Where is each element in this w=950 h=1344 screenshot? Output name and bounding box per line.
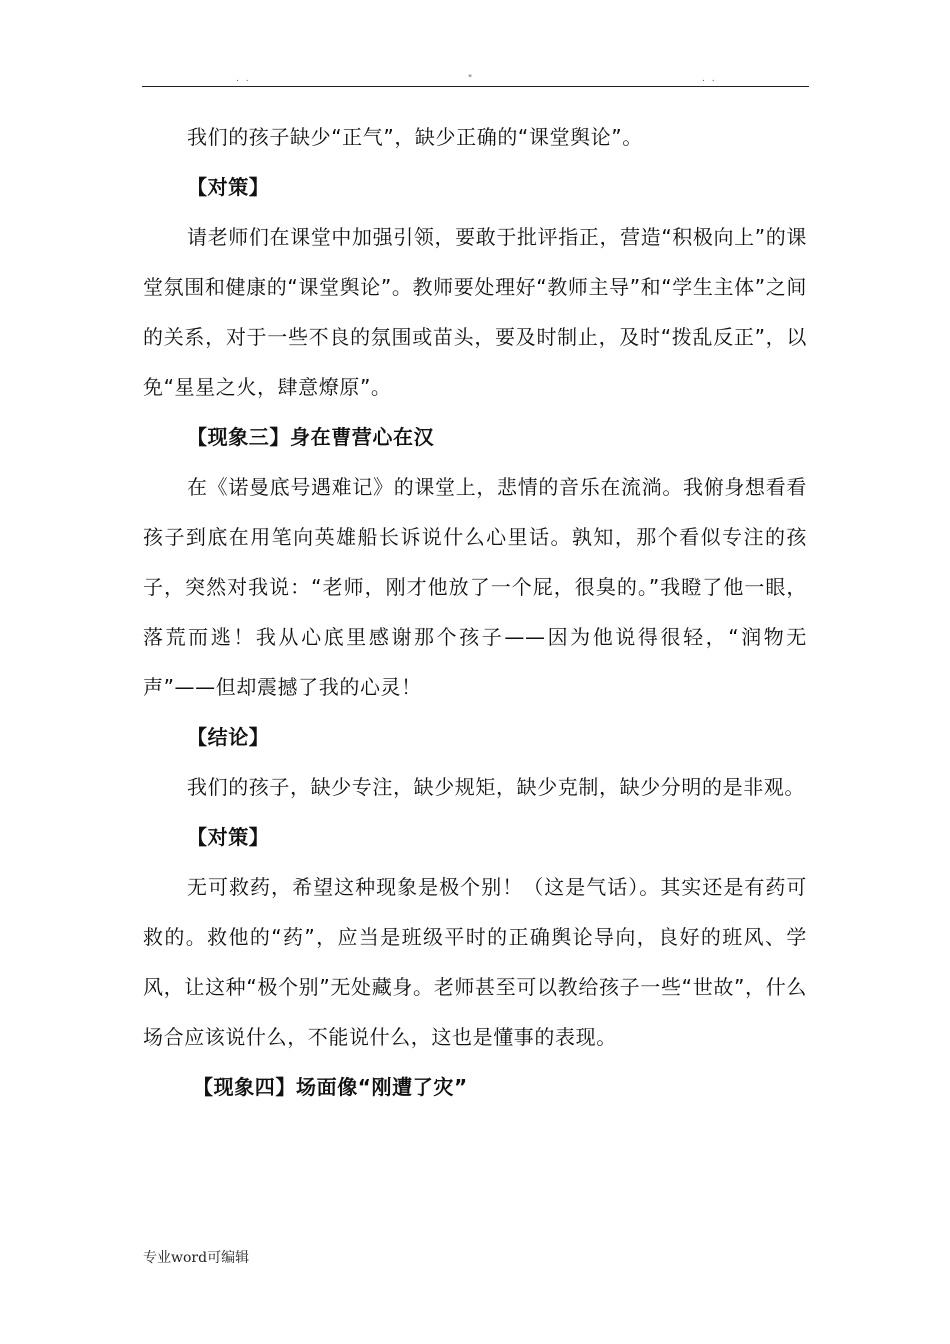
paragraph-phenomenon-3: 在《诺曼底号遇难记》的课堂上，悲情的音乐在流淌。我俯身想看看孩子到底在用笔向英雄船长诉说什么心里话。孰知，那个看似专注的孩子，突然对我说：“老师，刚才他放了一个屁，很臭的。”我瞪了他一眼，落荒而逃！我从心底里感谢那个孩子——因为他说得很轻，“润物无声”——但却震撼了我的心灵！ bbox=[143, 475, 807, 699]
heading-countermeasure-3: 【对策】 bbox=[187, 825, 270, 849]
heading-phenomenon-3: 【现象三】身在曹营心在汉 bbox=[187, 425, 435, 449]
heading-conclusion-3: 【结论】 bbox=[187, 725, 270, 749]
document-body bbox=[143, 112, 807, 1112]
header-rule bbox=[142, 86, 809, 87]
header-mark-center: " bbox=[468, 74, 475, 84]
footer-label: 专业word可编辑 bbox=[143, 1250, 250, 1266]
heading-phenomenon-4: 【现象四】场面像“刚遭了灾” bbox=[193, 1075, 468, 1099]
paragraph-countermeasure-3: 无可救药，希望这种现象是极个别！（这是气话）。其实还是有药可救的。救他的“药”，应当是班级平时的正确舆论导向，良好的班风、学风，让这种“极个别”无处藏身。老师甚至可以教给孩子一些“世故”，什么场合应该说什么，不能说什么，这也是懂事的表现。 bbox=[143, 875, 807, 1049]
header-mark-right: . . bbox=[702, 74, 717, 84]
paragraph-conclusion-2: 我们的孩子缺少“正气”，缺少正确的“课堂舆论”。 bbox=[187, 125, 643, 149]
heading-countermeasure-2: 【对策】 bbox=[187, 175, 270, 199]
header-mark-left: . . bbox=[236, 74, 251, 84]
paragraph-countermeasure-2: 请老师们在课堂中加强引领，要敢于批评指正，营造“积极向上”的课堂氛围和健康的“课堂舆论”。教师要处理好“教师主导”和“学生主体”之间的关系，对于一些不良的氛围或苗头，要及时制止，及时“拨乱反正”，以免“星星之火，肆意燎原”。 bbox=[143, 225, 807, 399]
paragraph-conclusion-3: 我们的孩子，缺少专注，缺少规矩，缺少克制，缺少分明的是非观。 bbox=[187, 775, 805, 799]
